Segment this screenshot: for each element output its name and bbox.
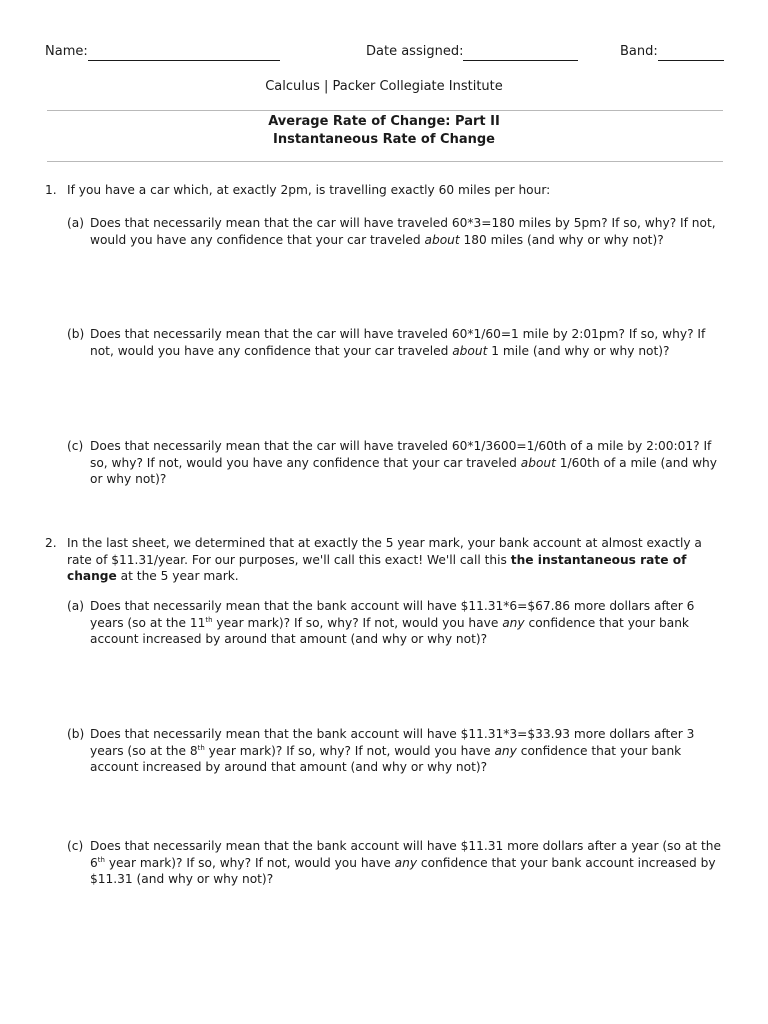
course-line: Calculus | Packer Collegiate Institute bbox=[265, 79, 503, 94]
name-blank[interactable] bbox=[88, 46, 280, 61]
name-label: Name: bbox=[45, 44, 88, 59]
question-1a-text: Does that necessarily mean that the car will have traveled 60*3=180 miles by 5pm? If so, why? If not, would you have any confidence that your car traveled about 180 miles (and why or why not)? bbox=[90, 216, 716, 247]
band-blank[interactable] bbox=[658, 46, 724, 61]
question-2b-text: Does that necessarily mean that the bank account will have $11.31*3=$33.93 more dollars after 3 years (so at the 8th year mark)? If so, why? If not, would you have any confidence that your bank account increased by around that amount (and why or why not)? bbox=[90, 727, 695, 774]
question-1-text: If you have a car which, at exactly 2pm, is travelling exactly 60 miles per hour: bbox=[67, 183, 551, 197]
question-2a-label: (a) bbox=[67, 599, 84, 613]
worksheet-subtitle: Instantaneous Rate of Change bbox=[273, 132, 495, 147]
question-1-number: 1. bbox=[45, 183, 57, 197]
question-2b-label: (b) bbox=[67, 727, 85, 741]
question-1a-label: (a) bbox=[67, 216, 84, 230]
question-1b-label: (b) bbox=[67, 327, 85, 341]
question-1c-text: Does that necessarily mean that the car will have traveled 60*1/3600=1/60th of a mile by 2:00:01? If so, why? If not, would you have any confidence that your car traveled about 1/60th of a mile (and why or why not)? bbox=[90, 439, 717, 486]
top-divider bbox=[47, 110, 723, 111]
question-2a-text: Does that necessarily mean that the bank account will have $11.31*6=$67.86 more dollars after 6 years (so at the 11th year mark)? If so, why? If not, would you have any confidence that your bank account increased by around that amount (and why or why not)? bbox=[90, 599, 695, 646]
date-assigned-label: Date assigned: bbox=[366, 44, 464, 59]
question-2c-label: (c) bbox=[67, 839, 84, 853]
worksheet-title: Average Rate of Change: Part II bbox=[268, 114, 500, 129]
bottom-divider bbox=[47, 161, 723, 162]
band-label: Band: bbox=[620, 44, 658, 59]
question-2-text: In the last sheet, we determined that at exactly the 5 year mark, your bank account at almost exactly a rate of $11.31/year. For our purposes, we'll call this exact! We'll call this the instantaneous rate of change at the 5 year mark. bbox=[67, 536, 702, 583]
band-field bbox=[620, 44, 724, 61]
date-assigned-field bbox=[366, 44, 578, 61]
question-2c-text: Does that necessarily mean that the bank account will have $11.31 more dollars after a year (so at the 6th year mark)? If so, why? If not, would you have any confidence that your bank account increased by $11.31 (and why or why not)? bbox=[90, 839, 721, 886]
question-1b-text: Does that necessarily mean that the car will have traveled 60*1/60=1 mile by 2:01pm? If so, why? If not, would you have any confidence that your car traveled about 1 mile (and why or why not)? bbox=[90, 327, 706, 358]
question-1c-label: (c) bbox=[67, 439, 84, 453]
date-assigned-blank[interactable] bbox=[463, 46, 578, 61]
name-field bbox=[45, 44, 280, 61]
question-2-number: 2. bbox=[45, 536, 57, 550]
